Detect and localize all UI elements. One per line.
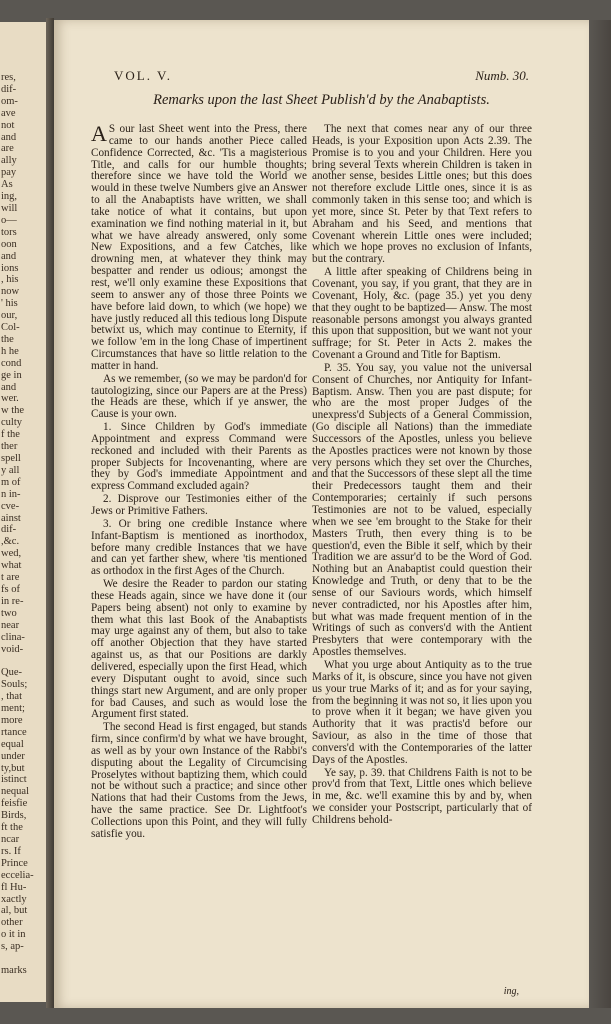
left-column xyxy=(91,121,307,841)
catchword: ing, xyxy=(503,986,519,997)
issue-number: Numb. 30. xyxy=(475,68,529,83)
right-column xyxy=(312,124,532,827)
facing-page-fragment xyxy=(0,22,48,1002)
book-gutter xyxy=(46,18,54,1008)
paragraph: 2. Disprove our Testimonies either of the Jews or Primitive Fathers. xyxy=(91,493,307,517)
paragraph: What you urge about Antiquity as to the true Marks of it, is obscure, since you have not given us your true Marks of it; and as for your saying, from the beginning it was not so, it lies upon you to prove when it it began; we have given you Authority that it was practis'd before our Saviour, as also in the time of those that convers'd with the Contemporaries of the latter Days of the Apostles. xyxy=(312,658,532,766)
article-title: Remarks upon the last Sheet Publish'd by the Anabaptists. xyxy=(153,92,490,108)
page-header xyxy=(54,68,589,88)
paragraph: 3. Or bring one credible Instance where Infant-Baptism is mentioned as inorthodox, before many credible Instances that we have and can yet farther shew, where 'tis mentioned as orthodox in the first Ages of the Church. xyxy=(91,517,307,578)
document-page xyxy=(54,20,589,1008)
facing-page-text: res, dif- om- ave not and are ally pay As ing, will o— tors oon and ions , his now ' his our, Col- the h he cond ge in and wer. w the culty f the ther spell y all m of n in- cve- ainst dif- ,&c. wed, what t are fs of in re- two near clina- void- Que- Souls; , that ment; more rtance equal under ty,but istinct nequal feisfie Birds, ft the ncar rs. If Prince eccelia- fl Hu- xactly al, but other o it in s, ap- marks xyxy=(1,72,34,976)
paragraph: A little after speaking of Childrens being in Covenant, you say, if you grant, that they are in Covenant, Holy, &c. (page 35.) yet you deny that they ought to be baptized— Answ. The most reasonable persons amongst you always granted this upon that supposition, but we want not your suffrage; for St. Peter in Acts 2. makes the Covenant a Ground and Title for Baptism. xyxy=(312,266,532,362)
paragraph: As we remember, (so we may be pardon'd for tautologizing, since our Papers are at the Press) the Heads are these, which if ye answer, the Cause is your own. xyxy=(91,372,307,421)
page-edge-shadow xyxy=(589,20,611,1008)
paragraph: 1. Since Children by God's immediate Appointment and express Command were reckoned and included with their Parents as proper Subjects for Incovenanting, where are they by God's immediate Appointment and express Command excluded again? xyxy=(91,421,307,493)
paragraph: AS our last Sheet went into the Press, there came to our hands another Piece called Confidence Corrected, &c. 'Tis a magisterious Title, and calls for our humble thoughts; therefore since we have told the World we would in these twelve Numbers give an Answer to all the Anabaptists have written, we shall take notice of what it contains, but upon examination we find nothing material in it, but what we have already answered, only some New Expositions, and a few Catches, like drowning men, at whatever they think may bespatter and render us odious; amongst the rest, we'll only examine these Expositions that seem to answer any of those three Points we have before laid down, to which (we hope) we have justly reduced all this tedious long Dispute betwixt us, which may continue to Eternity, if we follow 'em in the long Chase of impertinent Circumstances that have so little relation to the matter in hand. xyxy=(91,121,307,372)
paragraph: Ye say, p. 39. that Childrens Faith is not to be prov'd from that Text, Little ones which believe in me, &c. we'll examine this by and by, when we consider your Postscript, particularly that of Childrens behold- xyxy=(312,766,532,826)
volume-label: VOL. V. xyxy=(114,68,172,83)
paragraph: We desire the Reader to pardon our stating these Heads again, since we have done it (our Papers being absent) not only to examine by them what this last Book of the Anabaptists may urge against any of them, but also to take off another Objection that they have started against us, as that our Positions are darkly delivered, especially upon the first Head, which every Disputant ought to avoid, since such things start new Argument, and are only proper for bad Causes, and such as would lose the Argument first stated. xyxy=(91,578,307,721)
paragraph: The second Head is first engaged, but stands firm, since confirm'd by what we have brought, as well as by your own Instance of the Rabbi's disputing about the Legality of Circumcising Proselytes without baptizing them, which could not be without such a practice; and since other Nations that had their Customs from the Jews, have the same practice. See Dr. Lightfoot's Collections upon this Point, and they will fully satisfie you. xyxy=(91,721,307,840)
paragraph: P. 35. You say, you value not the universal Consent of Churches, nor Antiquity for Infant-Baptism. Answ. Then you are past dispute; for who are the most proper Judges of the unexpress'd Subjects of a General Commission, (Go disciple all Nations) than the immediate Successors of the Apostles, unless you believe the Apostles practices were not known by those very persons which they set over the Churches, and that the Successors of these slept all the time their Predecessors taught them and their Contemporaries; certainly if such persons Testimonies are not to be valued, especially when we see 'em brought to the Stake for their Masters Truth, then every thing is to be question'd, even the Bible it self, which by their Tradition we are assur'd to be the Word of God. Nothing but an Anabaptist could question their Knowledge and Truth, or deny that to be the sense of our Saviours words, which himself never contradicted, nor his Apostles after him, but what was made frequent mention of in the Writings of such as convers'd with the Antient Presbyters that were contemporary with the Apostles themselves. xyxy=(312,361,532,659)
paragraph: The next that comes near any of our three Heads, is your Exposition upon Acts 2.39. The Promise is to you and your Children. Here you bring several Texts wherein Children is taken in another sense, besides Little ones; but this does not therefore exclude Little ones, since it is as commonly taken in this sense too; and which is yet more, since St. Peter by that Text refers to Abraham and his Seed, and mentions that Covenant wherein Little ones were included; which we hope proves no exclusion of Infants, but the contrary. xyxy=(312,123,532,266)
